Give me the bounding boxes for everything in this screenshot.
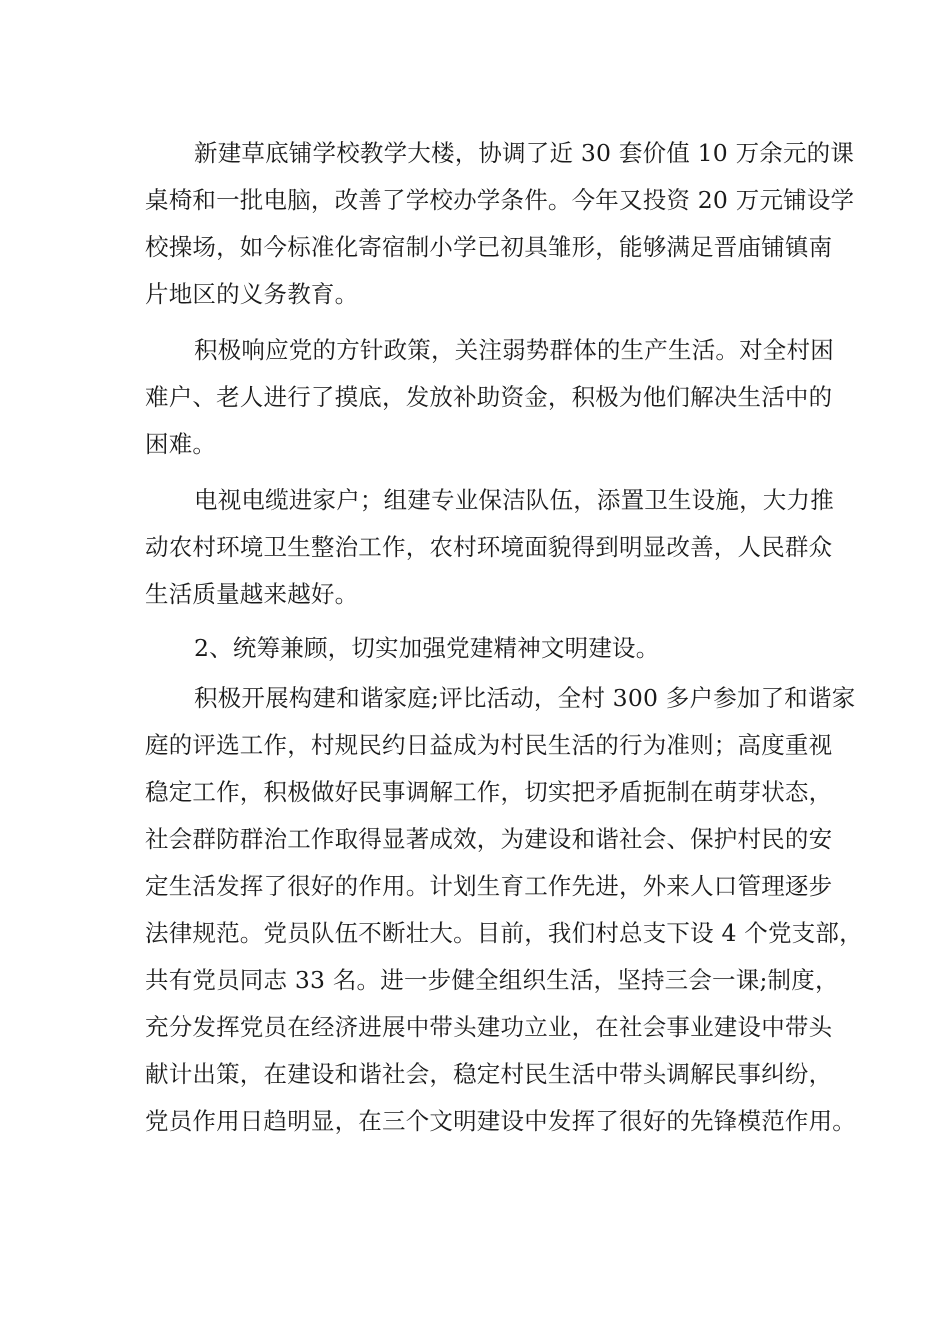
text-line: 社会群防群治工作取得显著成效，为建设和谐社会、保护村民的安 xyxy=(145,825,833,853)
text-line: 片地区的义务教育。 xyxy=(145,280,359,308)
text-line: 电视电缆进家户；组建专业保洁队伍，添置卫生设施，大力推 xyxy=(194,486,834,514)
text-line: 校操场，如今标准化寄宿制小学已初具雏形，能够满足晋庙铺镇南 xyxy=(145,233,833,261)
section-heading: 2、统筹兼顾，切实加强党建精神文明建设。 xyxy=(194,634,660,662)
text-line: 共有党员同志 33 名。进一步健全组织生活，坚持三会一课;制度， xyxy=(145,966,839,994)
text-line: 难户、老人进行了摸底，发放补助资金，积极为他们解决生活中的 xyxy=(145,383,833,411)
text-line: 充分发挥党员在经济进展中带头建功立业，在社会事业建设中带头 xyxy=(145,1013,833,1041)
text-line: 桌椅和一批电脑，改善了学校办学条件。今年又投资 20 万元铺设学 xyxy=(145,186,855,214)
text-line: 庭的评选工作，村规民约日益成为村民生活的行为准则；高度重视 xyxy=(145,731,833,759)
text-line: 生活质量越来越好。 xyxy=(145,580,359,608)
text-line: 新建草底铺学校教学大楼，协调了近 30 套价值 10 万余元的课 xyxy=(194,139,855,167)
text-line: 积极开展构建和谐家庭;评比活动，全村 300 多户参加了和谐家 xyxy=(194,684,856,712)
text-line: 法律规范。党员队伍不断壮大。目前，我们村总支下设 4 个党支部， xyxy=(145,919,863,947)
text-line: 献计出策，在建设和谐社会，稳定村民生活中带头调解民事纠纷， xyxy=(145,1060,833,1088)
text-line: 定生活发挥了很好的作用。计划生育工作先进，外来人口管理逐步 xyxy=(145,872,833,900)
text-line: 积极响应党的方针政策，关注弱势群体的生产生活。对全村困 xyxy=(194,336,834,364)
text-line: 动农村环境卫生整治工作，农村环境面貌得到明显改善，人民群众 xyxy=(145,533,833,561)
text-line: 困难。 xyxy=(145,430,217,458)
text-line: 稳定工作，积极做好民事调解工作，切实把矛盾扼制在萌芽状态， xyxy=(145,778,833,806)
text-line: 党员作用日趋明显，在三个文明建设中发挥了很好的先锋模范作用。 xyxy=(145,1107,856,1135)
